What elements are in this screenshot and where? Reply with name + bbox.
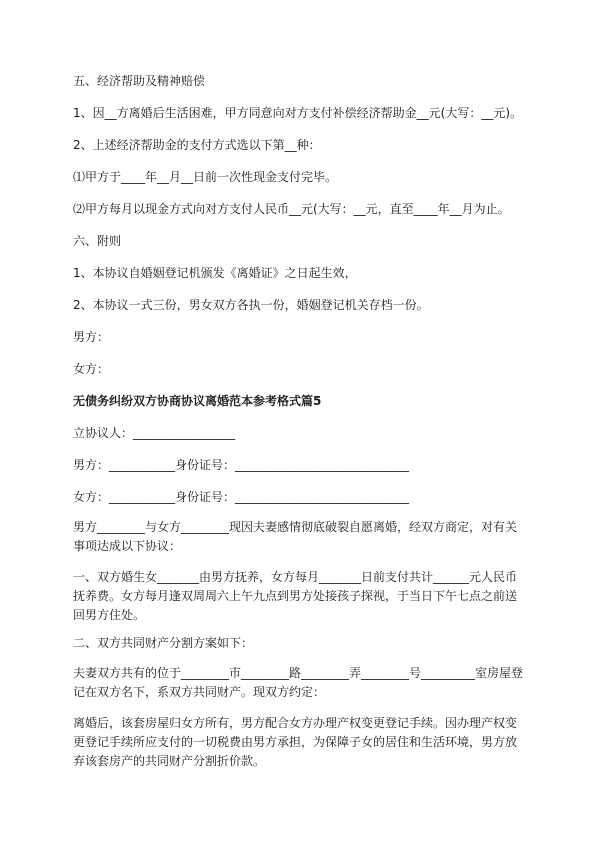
appendix-clause-2: 2、本协议一式三份，男女双方各执一份，婚姻登记机关存档一份。 bbox=[73, 298, 429, 312]
appendix-clause-1: 1、本协议自婚姻登记机颁发《离婚证》之日起生效， bbox=[73, 266, 357, 280]
property-heading: 二、双方共同财产分割方案如下： bbox=[73, 636, 254, 650]
female-id-line: 女方：___________身份证号：_____________________________ bbox=[73, 490, 410, 504]
payment-option-2: ⑵甲方每月以现金方式向对方支付人民币__元(大写：__元，直至____年__月为止。 bbox=[73, 202, 510, 216]
male-id-line: 男方：___________身份证号：_____________________________ bbox=[73, 458, 410, 472]
clause-payment-method: 2、上述经济帮助金的支付方式选以下第__种： bbox=[73, 138, 321, 152]
signature-male: 男方： bbox=[73, 330, 110, 344]
section-heading-economic-aid: 五、经济帮助及精神赔偿 bbox=[73, 74, 206, 88]
property-settlement-paragraph: 离婚后，该套房屋归女方所有，男方配合女方办理产权变更登记手续。因办理产权变更登记手续所应支付的一切税费由男方承担，为保障子女的居住和生活环境，男方放弃该套房产的共同财产分割折价款。 bbox=[73, 716, 518, 768]
property-location-paragraph: 夫妻双方共有的位于________市________路________弄________号_________室房屋登记在双方名下，系双方共同财产。现双方约定： bbox=[73, 666, 524, 699]
custody-paragraph: 一、双方婚生女_______由男方抚养，女方每月_______日前支付共计______元人民币抚养费。女方每月逢双周周六上午九点到男方处接孩子探视，于当日下午七点之前送回男方住处。 bbox=[73, 570, 518, 622]
signature-female: 女方： bbox=[73, 362, 110, 376]
payment-option-1: ⑴甲方于____年__月__日前一次性现金支付完毕。 bbox=[73, 170, 338, 184]
section-heading-appendix: 六、附则 bbox=[73, 234, 122, 248]
party-line: 立协议人：_________________ bbox=[73, 426, 236, 440]
document-title: 无债务纠纷双方协商协议离婚范本参考格式篇5 bbox=[73, 394, 322, 408]
intro-paragraph: 男方________与女方________现因夫妻感情彻底破裂自愿离婚，经双方商定，对有关事项达成以下协议： bbox=[73, 520, 518, 553]
clause-aid-amount: 1、因__方离婚后生活困难，甲方同意向对方支付补偿经济帮助金__元(大写：__元)。 bbox=[73, 106, 523, 120]
